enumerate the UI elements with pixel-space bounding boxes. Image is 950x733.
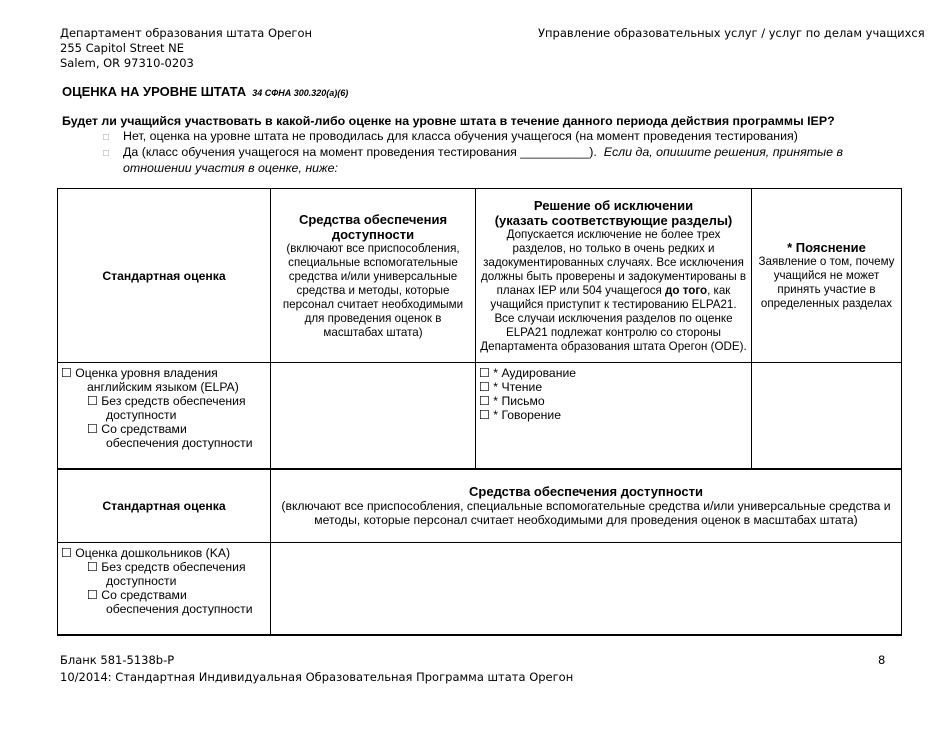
form-number: Бланк 581-5138b-P — [60, 653, 175, 667]
form-date: 10/2014: Стандартная Индивидуальная Образовательная Программа штата Орегон — [60, 670, 574, 684]
participation-question: Будет ли учащийся участвовать в какой-либо оценке на уровне штата в течение данного периода действия программы IEP? — [62, 114, 835, 128]
ka-with-access-checkbox[interactable]: ☐ Со средствами — [87, 588, 187, 602]
option-yes-label: Да (класс обучения учащегося на момент проведения тестирования __________). — [123, 145, 597, 159]
section-title-text: ОЦЕНКА НА УРОВНЕ ШТАТА — [62, 84, 247, 99]
t1-elpa-cell — [58, 363, 271, 469]
option-yes[interactable] — [103, 145, 893, 176]
checkbox-yes[interactable]: □ — [103, 148, 110, 159]
elpa-with-access-checkbox[interactable]: ☐ Со средствами — [87, 422, 187, 436]
table2-ka-row — [58, 543, 902, 635]
t1-exclusion-title-1: Решение об исключении — [533, 197, 694, 213]
t2-standard-header — [58, 469, 271, 543]
address-line-1: 255 Capitol Street NE — [60, 41, 185, 55]
t1-explanation-header — [752, 189, 902, 363]
t1-exclusion-title-2: (указать соответствующие разделы) — [494, 212, 733, 228]
option-yes-note-1: Если да, опишите решения, принятые в — [603, 145, 843, 159]
office-name: Управление образовательных услуг / услуг по делам учащихся — [538, 26, 925, 40]
t1-standard-header — [58, 189, 271, 363]
elpa-no-access-cont: доступности — [106, 408, 177, 422]
t2-ka-cell — [58, 543, 271, 635]
assessment-table — [57, 188, 902, 636]
section-citation: 34 СФНА 300.320(а)(6) — [252, 88, 349, 98]
table1-elpa-row — [58, 363, 902, 469]
t1-explanation-body: Заявление о том, почему учащийся не может принять участие в определенных разделах — [758, 255, 895, 310]
t1-access-title: Средства обеспечения доступности — [298, 211, 448, 242]
org-name: Департамент образования штата Орегон — [60, 26, 313, 40]
address-line-2: Salem, OR 97310-0203 — [60, 56, 194, 70]
table2-header-row — [58, 469, 902, 543]
section-title — [62, 84, 348, 99]
elpa-label-cont: английским языком (ELPA) — [87, 380, 239, 394]
table1-header-row — [58, 189, 902, 363]
exclusion-writing[interactable]: ☐ * Письмо — [479, 394, 545, 408]
footer — [60, 652, 573, 686]
t1-exclusion-body-bold: до того — [665, 283, 708, 297]
option-yes-note-2: отношении участия в оценке, ниже: — [123, 161, 338, 175]
t1-access-header — [271, 189, 476, 363]
page-number: 8 — [878, 653, 886, 667]
t1-elpa-exclusion-cell — [476, 363, 752, 469]
t1-exclusion-body — [480, 228, 747, 354]
checkbox-no[interactable]: □ — [103, 132, 110, 143]
t1-explanation-title: * Пояснение — [787, 240, 866, 255]
ka-with-access-cont: обеспечения доступности — [106, 602, 253, 616]
header-address — [60, 26, 312, 71]
t1-exclusion-body-1: Допускается исключение не более трех разделов, но только в очень редких и задокументированных случаях. Все исключения должны быть проверены и задокументированы в планах IEP или 504 учащегося — [480, 227, 747, 297]
option-no[interactable] — [103, 129, 798, 145]
elpa-checkbox[interactable]: ☐ Оценка уровня владения — [61, 366, 218, 380]
ka-checkbox[interactable]: ☐ Оценка дошкольников (KA) — [61, 546, 231, 560]
elpa-no-access-checkbox[interactable]: ☐ Без средств обеспечения — [87, 394, 246, 408]
exclusion-listening[interactable]: ☐ * Аудирование — [479, 366, 577, 380]
t2-access-title: Средства обеспечения доступности — [469, 484, 703, 500]
exclusion-speaking[interactable]: ☐ * Говорение — [479, 408, 561, 422]
exclusion-reading[interactable]: ☐ * Чтение — [479, 380, 543, 394]
t1-standard-header-text: Стандартная оценка — [102, 268, 226, 283]
t1-access-body: (включают все приспособления, специальные вспомогательные средства и/или универсальные средства и методы, которые персонал считает необходимыми для проведения оценок в масштабах штата) — [282, 241, 464, 339]
t1-exclusion-header — [476, 189, 752, 363]
t2-access-body-1: (включают все приспособления, специальные вспомогательные средства и/или универсальные средства и — [281, 499, 891, 514]
t2-access-header — [271, 469, 902, 543]
elpa-with-access-cont: обеспечения доступности — [106, 436, 253, 450]
option-no-label: Нет, оценка на уровне штата не проводилась для класса обучения учащегося (на момент проведения тестирования) — [123, 129, 798, 143]
t1-elpa-access-cell[interactable] — [271, 363, 476, 469]
t2-access-body-2: методы, которые персонал считает необходимыми для проведения оценок в масштабах штата) — [314, 513, 858, 528]
t2-standard-header-text: Стандартная оценка — [102, 498, 226, 513]
t2-ka-access-cell[interactable] — [271, 543, 902, 635]
ka-no-access-cont: доступности — [106, 574, 177, 588]
ka-no-access-checkbox[interactable]: ☐ Без средств обеспечения — [87, 560, 246, 574]
t1-elpa-explanation-cell[interactable] — [752, 363, 902, 469]
t1-exclusion-body-2: , как учащийся приступит к тестированию ELPA21. Все случаи исключения разделов по оценке ELPA21 подлежат контролю со стороны Департамента образования штата Орегон (ODE). — [480, 283, 747, 353]
